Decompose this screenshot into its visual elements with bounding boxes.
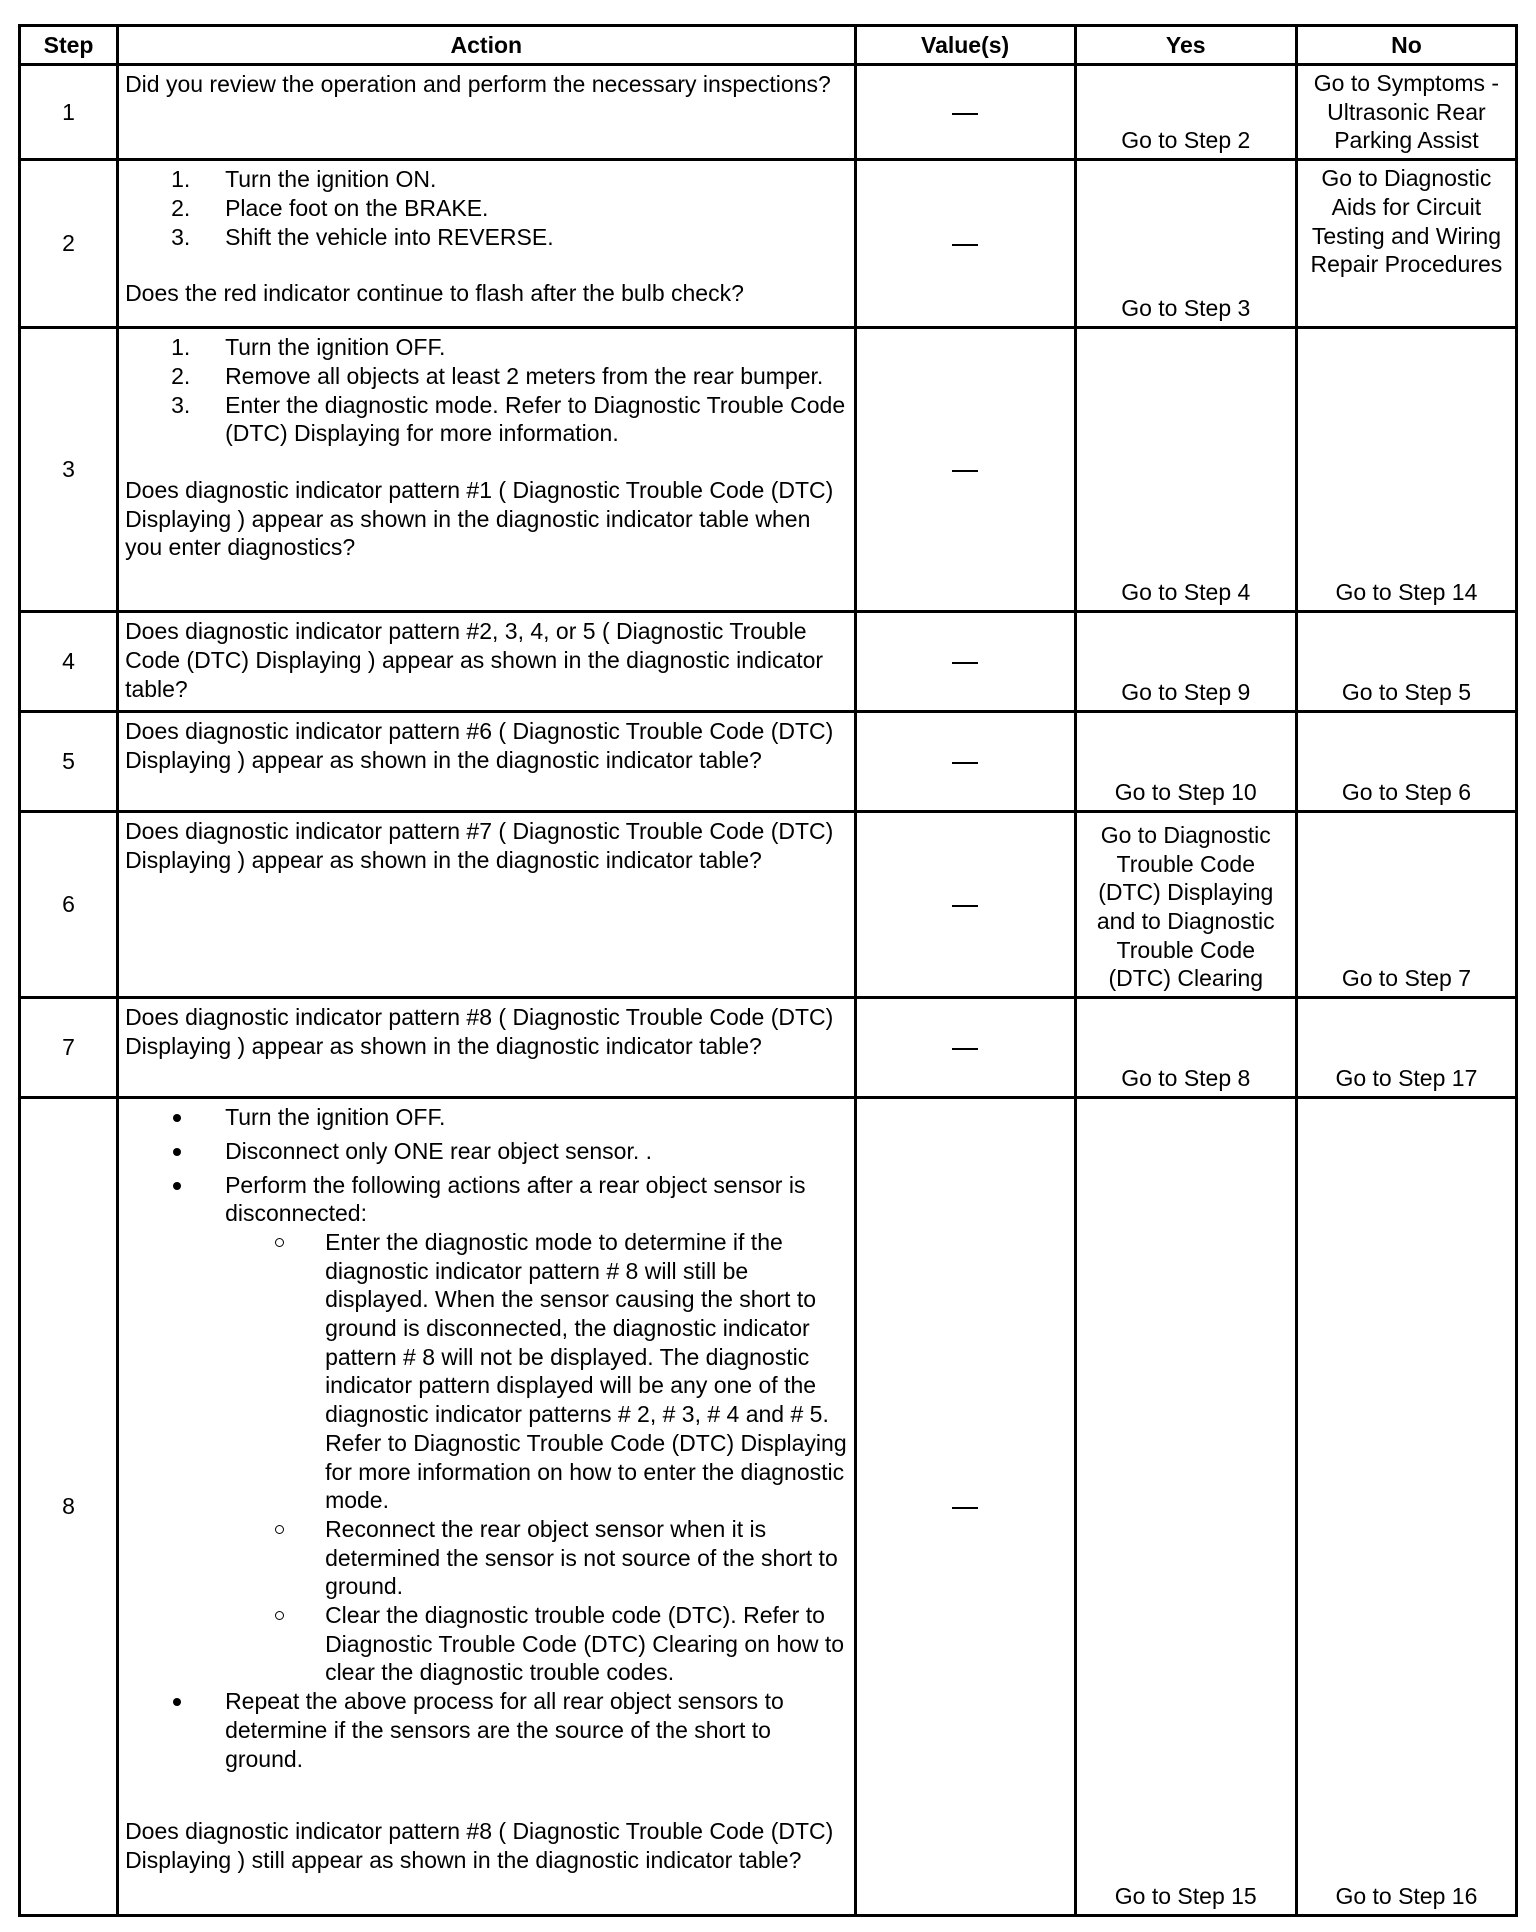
action-question: Does diagnostic indicator pattern #7 ( Diagnostic Trouble Code (DTC) Displaying ) appear as shown in the diagnostic indicator table? [125,818,834,873]
list-item-text: Enter the diagnostic mode. Refer to Diagnostic Trouble Code (DTC) Displaying for more information. [225,391,846,447]
bullet-marker [173,1182,181,1190]
action-question: Does diagnostic indicator pattern #1 ( Diagnostic Trouble Code (DTC) Displaying ) appear as shown in the diagnostic indicator table when you enter diagnostics? [125,476,834,561]
sub-item-text: Reconnect the rear object sensor when it is determined the sensor is not source of the short to ground. [325,1515,838,1600]
yes-cell: Go to Step 8 [1075,998,1296,1098]
sub-list-item [125,1601,847,1687]
table-row [20,328,1517,612]
list-item [125,391,847,448]
bullet-marker [173,1698,181,1706]
list-item-text: Shift the vehicle into REVERSE. [225,223,554,250]
value-cell [855,812,1075,998]
value-cell [855,998,1075,1098]
list-item [125,1103,847,1132]
yes-cell: Go to Step 9 [1075,612,1296,712]
step-number: 4 [20,612,118,712]
step-number: 7 [20,998,118,1098]
list-item [125,1687,847,1773]
no-cell: Go to Step 7 [1296,812,1516,998]
action-cell [118,612,855,712]
list-item-text: Turn the ignition OFF. [225,334,446,361]
table-row [20,1098,1517,1916]
action-cell [118,1098,855,1916]
action-question: Does diagnostic indicator pattern #6 ( Diagnostic Trouble Code (DTC) Displaying ) appear as shown in the diagnostic indicator table? [125,718,834,773]
table-row [20,65,1517,160]
list-item [125,1171,847,1688]
list-item-text: Disconnect only ONE rear object sensor. . [225,1137,653,1164]
sub-item-text: Enter the diagnostic mode to determine if the diagnostic indicator pattern # 8 will still be displayed. When the sensor causing the short to ground is disconnected, the diagnostic indicator pattern # 8 will not be displayed. The diagnostic indicator pattern displayed will be any one of the diagnostic indicator patterns # 2, # 3, # 4 and # 5. Refer to Diagnostic Trouble Code (DTC) Displaying for more information on how to enter the diagnostic mode. [325,1228,847,1514]
action-cell [118,160,855,328]
header-values: Value(s) [855,26,1075,65]
list-item-text: Repeat the above process for all rear object sensors to determine if the sensors are the source of the short to ground. [225,1688,784,1772]
action-cell [118,328,855,612]
list-item-text: Place foot on the BRAKE. [225,194,489,221]
header-row [20,26,1517,65]
no-cell: Go to Symptoms - Ultrasonic Rear Parking Assist [1296,65,1516,160]
list-item [125,194,847,223]
dash-mark [952,662,978,664]
list-number: 1. [171,166,191,193]
table-row [20,998,1517,1098]
sub-list-item [125,1228,847,1515]
list-number: 1. [171,334,191,361]
spacer [125,1773,847,1817]
yes-cell: Go to Step 3 [1075,160,1296,328]
no-cell: Go to Step 14 [1296,328,1516,612]
action-cell [118,812,855,998]
step-number: 2 [20,160,118,328]
spacer [125,251,847,279]
value-cell [855,612,1075,712]
bullet-list [125,1103,847,1773]
table-row [20,612,1517,712]
list-item [125,333,847,362]
list-item-text: Perform the following actions after a rear object sensor is disconnected: [225,1171,806,1227]
bullet-marker [173,1114,181,1122]
yes-cell: Go to Step 4 [1075,328,1296,612]
step-number: 6 [20,812,118,998]
header-step: Step [20,26,118,65]
dash-mark [952,762,978,764]
value-cell [855,65,1075,160]
value-cell [855,160,1075,328]
action-cell [118,65,855,160]
circle-marker [275,1238,284,1247]
dash-mark [952,244,978,246]
yes-cell: Go to Step 2 [1075,65,1296,160]
dash-mark [952,470,978,472]
list-number: 3. [171,391,191,418]
spacer [125,448,847,476]
list-number: 3. [171,223,191,250]
list-item [125,362,847,391]
yes-cell: Go to Step 10 [1075,712,1296,812]
yes-cell: Go to Diagnostic Trouble Code (DTC) Displaying and to Diagnostic Trouble Code (DTC) Clearing [1075,812,1296,998]
dash-mark [952,1507,978,1509]
dash-mark [952,905,978,907]
list-item-text: Remove all objects at least 2 meters from the rear bumper. [225,362,824,389]
sub-list-item [125,1515,847,1601]
value-cell [855,1098,1075,1916]
header-action: Action [118,26,855,65]
list-number: 2. [171,194,191,221]
numbered-list [125,333,847,448]
no-cell: Go to Step 6 [1296,712,1516,812]
value-cell [855,712,1075,812]
action-question: Does diagnostic indicator pattern #8 ( Diagnostic Trouble Code (DTC) Displaying ) still appear as shown in the diagnostic indicator table? [125,1818,834,1873]
no-cell: Go to Diagnostic Aids for Circuit Testing and Wiring Repair Procedures [1296,160,1516,328]
list-item-text: Turn the ignition ON. [225,166,437,193]
sub-item-text: Clear the diagnostic trouble code (DTC). Refer to Diagnostic Trouble Code (DTC) Clearing on how to clear the diagnostic trouble codes. [325,1602,845,1686]
dash-mark [952,1048,978,1050]
list-item [125,223,847,252]
no-cell: Go to Step 16 [1296,1098,1516,1916]
action-question: Does diagnostic indicator pattern #8 ( Diagnostic Trouble Code (DTC) Displaying ) appear as shown in the diagnostic indicator table? [125,1004,834,1059]
no-cell: Go to Step 17 [1296,998,1516,1098]
list-item [125,1137,847,1166]
bullet-marker [173,1148,181,1156]
step-number: 3 [20,328,118,612]
sub-list [225,1228,847,1687]
table-row [20,160,1517,328]
numbered-list [125,165,847,251]
circle-marker [275,1525,284,1534]
action-question: Does the red indicator continue to flash after the bulb check? [125,280,744,307]
action-question: Does diagnostic indicator pattern #2, 3, 4, or 5 ( Diagnostic Trouble Code (DTC) Displaying ) appear as shown in the diagnostic indicator table? [125,618,824,702]
table-row [20,812,1517,998]
value-cell [855,328,1075,612]
yes-cell: Go to Step 15 [1075,1098,1296,1916]
header-no: No [1296,26,1516,65]
diagnostic-table [18,24,1518,1917]
table-row [20,712,1517,812]
list-item-text: Turn the ignition OFF. [225,1104,446,1131]
action-question: Did you review the operation and perform the necessary inspections? [125,71,831,97]
step-number: 1 [20,65,118,160]
dash-mark [952,113,978,115]
header-yes: Yes [1075,26,1296,65]
action-cell [118,712,855,812]
list-number: 2. [171,362,191,389]
action-cell [118,998,855,1098]
no-cell: Go to Step 5 [1296,612,1516,712]
step-number: 5 [20,712,118,812]
step-number: 8 [20,1098,118,1916]
list-item [125,165,847,194]
